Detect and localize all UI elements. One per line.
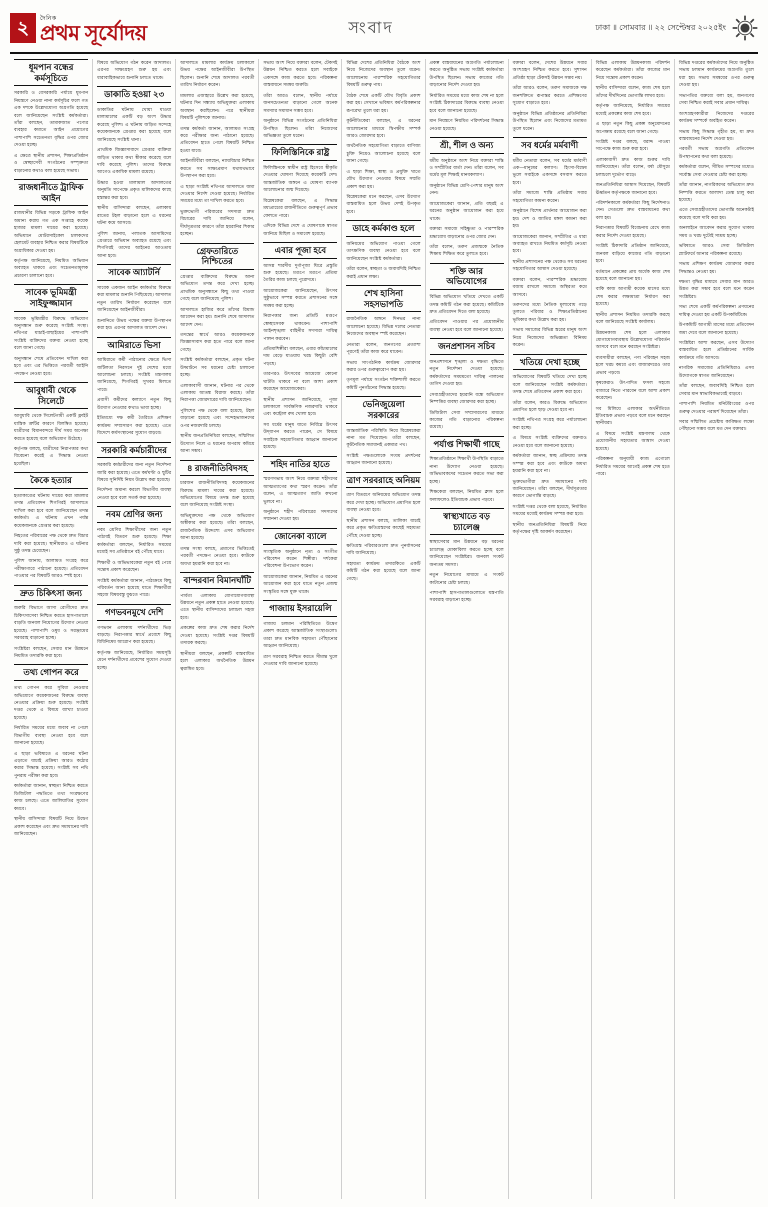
article-paragraph: তথ্য গোপন করে সুবিধা নেওয়ার অভিযোগে কয়েকজনের বিরুদ্ধে ব্যবস্থা নেওয়ার প্রক্রিয়া শুরু হয়েছে। সংশ্লিষ্ট দপ্তর থেকে এ বিষয়ে ব্যাখ্যা চাওয়া হয়েছে।: [14, 685, 89, 720]
article-paragraph: তাঁরা আরও বলেন, স্থানীয় পর্যায়ে জনসচেতনতা বাড়ানো গেলে অনেক সমস্যার সমাধান সম্ভব হবে।: [263, 92, 338, 113]
article-paragraph: আদালতে মামলার কার্যক্রম চলাকালে উভয় পক্ষের আইনজীবীরা উপস্থিত ছিলেন। শুনানি শেষে আদালত পরবর্তী তারিখ নির্ধারণ করেন।: [180, 60, 255, 88]
article-paragraph: সংশ্লিষ্টরা বলছেন, সেবার মান উন্নয়নে নিয়মিত তদারকি করা হবে।: [14, 645, 89, 658]
article-paragraph: তাঁরা আরও বলেন, তরুণ সমাজকে দক্ষ জনশক্তিতে রূপান্তর করতে প্রশিক্ষণের সুযোগ বাড়াতে হবে।: [512, 85, 587, 106]
article-paragraph: শিক্ষার্থী ও অভিভাবকেরা নতুন বই পেয়ে সন্তোষ প্রকাশ করেছেন।: [97, 559, 172, 573]
article-paragraph: আদালতে হাজির করে তাঁদের রিমান্ড আবেদন করা হয়। শুনানি শেষে আদালত আদেশ দেন।: [180, 306, 255, 327]
article-paragraph: অর্থনৈতিক সহযোগিতা বাড়াতে বাণিজ্য চুক্তি নিয়েও আলোচনা হয়েছে বলে জানা গেছে।: [346, 143, 421, 164]
article-paragraph: ক্ষতিগ্রস্ত পরিবারগুলো দ্রুত পুনর্বাসনের দাবি জানিয়েছে।: [346, 543, 421, 556]
article-paragraph: নাগরিক সমাজের প্রতিনিধিরাও এসব উদ্যোগকে স্বাগত জানিয়েছেন।: [678, 365, 754, 378]
article-paragraph: অভিযোগের বিষয়টি খতিয়ে দেখা হচ্ছে বলে জানিয়েছেন সংশ্লিষ্ট কর্মকর্তারা। তদন্ত শেষে প্রতিবেদন প্রকাশ করা হবে।: [512, 374, 587, 395]
article-paragraph: বক্তারা সমাজে সহিষ্ণুতা ও পারস্পরিক শ্রদ্ধাবোধ বাড়ানোর ওপর জোর দেন।: [429, 226, 504, 239]
article-headline[interactable]: সব ধর্মের মর্মবাণী: [513, 137, 587, 154]
article-paragraph: সব ধর্মের মানুষ যাতে নির্বিঘ্নে উৎসব উদ্‌যাপন করতে পারেন, সে বিষয়ে সবাইকে সহযোগিতার আহ্বান জানানো হয়েছে।: [263, 421, 338, 450]
article-paragraph: তাঁরা বলেন, তরুণ প্রজন্মকে নৈতিক শিক্ষায় শিক্ষিত করে তুলতে হবে।: [429, 243, 504, 257]
article-paragraph: আন্তর্জাতিক পরিস্থিতি নিয়ে বিশ্লেষকেরা নানা মত দিয়েছেন। তাঁরা বলছেন, কূটনৈতিক সমাধানই একমাত্র পথ।: [346, 427, 421, 448]
article-paragraph: গ্রেপ্তার ব্যক্তিদের বিরুদ্ধে আনা অভিযোগ তদন্ত করে দেখা হচ্ছে। প্রাথমিক অনুসন্ধানে কিছু তথ্য পাওয়া গেছে বলে জানিয়েছে পুলিশ।: [180, 273, 255, 302]
article-paragraph: সভায় অংশ নিয়ে বক্তারা বলেন, টেকসই উন্নয়ন নিশ্চিত করতে হলে সবাইকে একসঙ্গে কাজ করতে হবে। পরিকল্পনা বাস্তবায়নে সমন্বয় জরুরি।: [263, 60, 338, 88]
article-paragraph: সভায় সমাজের বিভিন্ন স্তরের মানুষ অংশ নিয়ে নিজেদের অভিজ্ঞতা বিনিময় করেন।: [512, 327, 587, 348]
article-headline[interactable]: নবম শ্রেণির জন্য: [97, 506, 171, 523]
article-paragraph: সরকারি ও বেসরকারি পর্যায়ে ধূমপান নিয়ন্ত্রণে নেওয়া নানা কর্মসূচির ফলে গত এক দশকে উল্লেখযোগ্য অগ্রগতি হয়েছে বলে জানিয়েছেন সংশ্লিষ্ট কর্মকর্তারা। তাঁরা বলছেন, তামাকজাত পণ্যের ব্যবহার কমাতে আইন প্রয়োগের পাশাপাশি সচেতনতা বৃদ্ধির ওপর জোর দেওয়া হচ্ছে।: [14, 90, 89, 148]
article-paragraph: আইনজীবীরা বলছেন, ন্যায়বিচার নিশ্চিত করতে সব সাক্ষ্যপ্রমাণ যথাযথভাবে উপস্থাপন করা হবে।: [180, 158, 255, 179]
masthead-left: [10, 13, 147, 44]
article-paragraph: মামলার এজাহারে উল্লেখ করা হয়েছে, ঘটনার দিন সন্ধ্যায় অভিযুক্তরা এলাকায় অবস্থান করছিলেন। পরে স্থানীয়রা বিষয়টি পুলিশকে জানায়।: [180, 92, 255, 121]
article-headline[interactable]: সাবেক আ্যাটর্নি: [97, 264, 171, 281]
article-paragraph: তারপরও উৎসবের আমেজে কোনো ঘাটতি থাকবে না বলে আশা প্রকাশ করেছেন আয়োজকেরা।: [263, 371, 338, 392]
article-paragraph: সাবেক একজন আইন কর্মকর্তার বিরুদ্ধে করা মামলার শুনানি পিছিয়েছে। আদালত নতুন তারিখ নির্ধারণ করেছেন বলে জানিয়েছেন আইনজীবীরা।: [97, 284, 172, 313]
article-paragraph: স্মরণসভায় অংশ নিয়ে বক্তারা শহীদদের আত্মত্যাগের কথা স্মরণ করেন। তাঁরা বলেন, এ আত্মত্যাগ জাতি কখনো ভুলবে না।: [263, 476, 338, 504]
article-paragraph: ত্রাণ বিতরণে অনিয়মের অভিযোগ তদন্ত করে দেখা হচ্ছে। অভিযোগ প্রমাণিত হলে ব্যবস্থা নেওয়া হবে।: [346, 492, 421, 513]
article-headline[interactable]: শক্তি আর অভিযোগের: [430, 263, 504, 290]
article-paragraph: হত্যাকাণ্ডের ঘটনায় দায়ের করা মামলার তদন্ত প্রতিবেদন শিগগিরই আদালতে দাখিল করা হবে বলে জানিয়েছেন তদন্ত কর্মকর্তা। এ ঘটনায় এখন পর্যন্ত কয়েকজনকে গ্রেপ্তার করা হয়েছে।: [14, 492, 89, 528]
article-paragraph: আমিরাতে কর্মী পাঠানোর ক্ষেত্রে ভিসা জটিলতা নিরসনে দুই দেশের মধ্যে আলোচনা চলছে। সংশ্লিষ্ট মন্ত্রণালয় জানিয়েছে, শিগগিরই সুখবর মিলতে পারে।: [97, 357, 172, 392]
article-paragraph: নির্দেশনা অমান্য করলে বিভাগীয় ব্যবস্থা নেওয়া হবে বলে সতর্ক করা হয়েছে।: [97, 487, 172, 500]
article-paragraph: তদন্ত কর্মকর্তা জানান, আলামত সংগ্রহ করে পরীক্ষার জন্য পাঠানো হয়েছে। প্রতিবেদন হাতে পেলে বিষয়টি নিশ্চিত হওয়া যাবে।: [180, 125, 255, 153]
article-headline[interactable]: ত্রাণ সরবরাহে অনিয়ম: [346, 472, 420, 489]
article-paragraph: সব মিলিয়ে এলাকার অর্থনীতিতে ইতিবাচক প্রভাব পড়বে বলে মনে করছেন স্থানীয়রা।: [595, 405, 670, 426]
article-paragraph: ভুক্তভোগী পরিবারের সদস্যরা দ্রুত বিচারের দাবি জানিয়ে বলেন, দীর্ঘসূত্রতার কারণে তাঁরা হয়রানির শিকার হচ্ছেন।: [180, 208, 255, 237]
article-paragraph: সভায় কিছু সিদ্ধান্ত গৃহীত হয়, যা দ্রুত বাস্তবায়নের নির্দেশ দেওয়া হয়।: [678, 128, 754, 141]
article-paragraph: তাঁরা বলেন, স্বচ্ছতা ও জবাবদিহি নিশ্চিত করাই প্রধান লক্ষ্য।: [346, 266, 421, 279]
article-paragraph: ফিলিস্তিনকে স্বাধীন রাষ্ট্র হিসেবে স্বীকৃতি দেওয়ার ঘোষণা দিয়েছে কয়েকটি দেশ। আন্তর্জাতিক অঙ্গনে এ ঘোষণা ব্যাপক আলোচনার জন্ম দিয়েছে।: [263, 165, 338, 193]
news-column: [675, 59, 758, 1199]
article-headline[interactable]: গাজাায় ইসরায়েলি: [263, 600, 337, 617]
article-paragraph: পরবর্তী সভায় অগ্রগতি প্রতিবেদন উপস্থাপনের কথা বলা হয়েছে।: [678, 146, 754, 159]
article-paragraph: কর্মকর্তারা বলেন, সীমিত সম্পদের মধ্যেও সর্বোচ্চ সেবা দেওয়ার চেষ্টা করা হচ্ছে।: [678, 164, 754, 177]
masthead: [10, 8, 758, 54]
article-paragraph: আয়োজকেরা জানান, সম্প্রীতির এ ধারা অব্যাহত রাখতে নিয়মিত কর্মসূচি নেওয়া হবে।: [512, 233, 587, 254]
article-paragraph: সভায় সাংগঠনিক কার্যক্রম জোরদার করার ওপর গুরুত্বারোপ করা হয়।: [346, 359, 421, 372]
article-paragraph: তাঁরা বলেন, কারও বিরুদ্ধে অভিযোগ প্রমাণিত হলে ছাড় দেওয়া হবে না।: [512, 399, 587, 412]
article-paragraph: সংশ্লিষ্ট কর্মকর্তারা জানান, পাঠ্যক্রমে কিছু পরিবর্তন আনা হয়েছে যাতে শিক্ষার্থীরা সহজে বিষয়বস্তু বুঝতে পারে।: [97, 577, 172, 598]
article-paragraph: পাশাপাশি হাসপাতালগুলোতে যন্ত্রপাতি সরবরাহ বাড়ানো হচ্ছে।: [429, 589, 504, 603]
news-column: [10, 59, 93, 1199]
article-paragraph: গণভবন এলাকায় দর্শনার্থীদের ভিড় বাড়ছে। নিরাপত্তার স্বার্থে প্রবেশে কিছু বিধিনিষেধ আরোপ করা হয়েছে।: [97, 624, 172, 645]
article-paragraph: তদন্ত সংস্থা বলছে, প্রমাণের ভিত্তিতেই পরবর্তী পদক্ষেপ নেওয়া হবে। কাউকে অযথা হয়রানি করা হবে না।: [180, 545, 255, 566]
article-paragraph: প্রকল্প বাস্তবায়নের অগ্রগতি পর্যালোচনা করতে অনুষ্ঠিত সভায় সংশ্লিষ্ট কর্মকর্তারা উপস্থিত ছিলেন। সভায় কাজের গতি বাড়ানোর নির্দেশ দেওয়া হয়।: [429, 60, 504, 88]
article-paragraph: সংশ্লিষ্টরা আশা করছেন, এসব উদ্যোগ বাস্তবায়িত হলে প্রতিষ্ঠানের সার্বিক কার্যক্রমে গতি আসবে।: [678, 340, 754, 360]
article-paragraph: তাঁরা সমাজে শান্তি প্রতিষ্ঠায় সবার সহযোগিতা কামনা করেন।: [512, 190, 587, 203]
article-paragraph: ইতিমধ্যে দক্ষ কর্মী তৈরিতে প্রশিক্ষণ কার্যক্রম সম্প্রসারণ করা হয়েছে। এতে বিদেশে কর্মসংস্থানের সুযোগ বাড়বে।: [97, 415, 172, 436]
article-headline[interactable]: কৈকে হত্যার: [14, 472, 88, 489]
article-paragraph: এতে সেবাগ্রহীতাদের ভোগান্তি অনেকটাই কমেছে বলে দাবি করা হয়।: [678, 207, 754, 220]
article-paragraph: সংশ্লিষ্ট দপ্তর বলছে, বরাদ্দ পাওয়া সাপেক্ষে কাজ শুরু করা হবে।: [595, 138, 670, 152]
article-headline[interactable]: গ্রেফতারিতে নিশ্চিতের: [180, 243, 254, 270]
article-paragraph: এদিকে বিভিন্ন দেশে এ ঘোষণাকে স্বাগত জানিয়ে মিছিল ও সমাবেশ হয়েছে।: [263, 223, 338, 236]
article-paragraph: ভবিষ্যতে আরও সেবা ডিজিটাল প্ল্যাটফর্মে আনার পরিকল্পনা রয়েছে।: [678, 243, 754, 256]
article-paragraph: কর্তৃপক্ষ বলছে, যাত্রীদের নিরাপত্তার কথা বিবেচনা করেই এ সিদ্ধান্ত নেওয়া হয়েছিল।: [14, 446, 89, 466]
article-headline[interactable]: ভেনিজুয়েলা সরকারের: [346, 396, 420, 423]
article-paragraph: অনুসন্ধান শেষে প্রতিবেদন দাখিল করা হবে এবং এর ভিত্তিতে পরবর্তী আইনি পদক্ষেপ নেওয়া হবে।: [14, 355, 89, 376]
article-paragraph: এলাকাবাসী দ্রুত কাজ শুরুর দাবি জানিয়েছেন। তাঁরা বলেন, বর্ষা মৌসুমে চলাচলে দুর্ভোগ বাড়ে।: [595, 156, 670, 177]
article-paragraph: এ ক্ষেত্রে স্থানীয় প্রশাসন, শিক্ষাপ্রতিষ্ঠান ও স্বেচ্ছাসেবী সংগঠনের সম্পৃক্ততা বাড়ানোর কথাও বলা হয়েছে সভায়।: [14, 152, 89, 173]
article-paragraph: বিভিন্ন দেশের প্রতিনিধিরা বৈঠকে অংশ নিয়ে নিজেদের অবস্থান তুলে ধরেন। আলোচনায় পারস্পরিক সহযোগিতার বিষয়টি গুরুত্ব পায়।: [346, 60, 421, 88]
article-paragraph: বক্তারা বলেন, দেশের উন্নয়নে সবার অংশগ্রহণ নিশ্চিত করতে হবে। সুশাসন প্রতিষ্ঠা ছাড়া টেকসই উন্নয়ন সম্ভব নয়।: [512, 60, 587, 80]
article-paragraph: স্থানীয়রা বলছেন, প্রকল্পটি বাস্তবায়িত হলে এলাকার অর্থনৈতিক উন্নয়ন ত্বরান্বিত হবে।: [180, 650, 255, 671]
article-paragraph: জনপ্রশাসনে শৃঙ্খলা ও দক্ষতা বৃদ্ধিতে নতুন নির্দেশনা দেওয়া হয়েছে। কর্মকর্তাদের সময়মতো দায়িত্ব পালনের তাগিদ দেওয়া হয়।: [429, 358, 504, 387]
article-headline[interactable]: তথ্য গোপন করে: [14, 664, 88, 681]
brand-kicker: দৈনিক: [40, 15, 57, 22]
article-paragraph: অনুষ্ঠানে শহীদ পরিবারের সদস্যদের সম্মাননা দেওয়া হয়।: [263, 509, 338, 522]
news-column: [426, 59, 509, 1199]
article-paragraph: অভিযুক্তদের পক্ষ থেকে অভিযোগ অস্বীকার করা হয়েছে। তাঁরা বলছেন, রাজনৈতিক উদ্দেশ্যে এসব অভিযোগ আনা হয়েছে।: [180, 512, 255, 541]
article-paragraph: বর্তমানে প্রকল্পের প্রায় অর্ধেক কাজ শেষ হয়েছে বলে জানানো হয়।: [595, 268, 670, 281]
article-paragraph: শুনানিতে উভয় পক্ষের বক্তব্য উপস্থাপন করা হয়। এরপর আদালত আদেশ দেন।: [97, 317, 172, 331]
brand: [40, 13, 147, 44]
article-paragraph: নতুন নিয়োগের মাধ্যমে এ সংকট কাটানোর চেষ্টা চলছে।: [429, 572, 504, 585]
article-paragraph: এ ছাড়া নতুন কিছু প্রকল্প অনুমোদনের অপেক্ষায় রয়েছে বলে জানা গেছে।: [595, 121, 670, 134]
section-title: সংবাদ: [348, 19, 394, 37]
article-headline[interactable]: ডাকাতি হওয়া ২৩: [97, 86, 171, 103]
article-paragraph: ব্যবসায়ীরা বলছেন, পণ্য পরিবহন সহজ হলে খরচ কমবে এবং বাজারদরেও তার প্রভাব পড়বে।: [595, 354, 670, 375]
news-column: [592, 59, 675, 1199]
article-paragraph: সংশ্লিষ্ট দপ্তর থেকে বলা হয়েছে, নির্ধারিত সময়ের মধ্যেই কার্যক্রম সম্পন্ন করা হবে।: [512, 503, 587, 517]
article-paragraph: নিরাপত্তার বিষয়টি বিবেচনায় রেখে কাজ করার নির্দেশ দেওয়া হয়েছে।: [595, 225, 670, 238]
article-paragraph: বৈঠক শেষে একটি যৌথ বিবৃতি প্রকাশ করা হয়। সেখানে ভবিষ্যৎ কর্মপরিকল্পনার রূপরেখা তুলে ধরা হয়।: [346, 92, 421, 113]
page-number-badge: ২: [10, 13, 36, 43]
article-paragraph: আয়োজকেরা জানান, প্রতি বছরই এ ধরনের অনুষ্ঠান আয়োজন করা হয়ে থাকে।: [429, 200, 504, 221]
article-headline[interactable]: বান্দরবান বিমানঘাঁটি: [180, 572, 254, 589]
article-paragraph: বিশ্লেষকেরা বলছেন, এ সিদ্ধান্ত মধ্যপ্রাচ্যের রাজনীতিতে গুরুত্বপূর্ণ প্রভাব ফেলতে পারে।: [263, 197, 338, 218]
article-paragraph: নির্ধারিত সময়ের মধ্যে জবাব না পেলে বিভাগীয় ব্যবস্থা নেওয়া হবে বলে জানানো হয়েছে।: [14, 725, 89, 746]
news-column: [342, 59, 425, 1199]
article-paragraph: উন্নয়নকাজ শেষ হলে এলাকার যোগাযোগব্যবস্থায় উল্লেখযোগ্য পরিবর্তন আসবে বলে মনে করছেন সংশ্লিষ্টরা।: [595, 329, 670, 350]
article-paragraph: প্রকল্পের কাজ দ্রুত শেষ করার নির্দেশ দেওয়া হয়েছে। সংশ্লিষ্ট দপ্তর বিষয়টি তদারক করছে।: [180, 625, 255, 646]
article-paragraph: সংশ্লিষ্ট ঠিকাদারি প্রতিষ্ঠান জানিয়েছে, জনবল বাড়িয়ে কাজের গতি বাড়ানো হবে।: [595, 243, 670, 264]
article-headline[interactable]: শেখ হাসিনা সহসভাপতি: [346, 285, 420, 312]
article-paragraph: সংশ্লিষ্ট পক্ষগুলোকে সংযম প্রদর্শনের আহ্বান জানানো হয়েছে।: [346, 452, 421, 466]
article-paragraph: স্থানীয় বাসিন্দারা বিষয়টি নিয়ে উদ্বেগ প্রকাশ করেছেন এবং দ্রুত সমাধানের দাবি জানিয়েছেন।: [14, 816, 89, 836]
article-paragraph: অনিয়মের অভিযোগ পাওয়া গেলে তাৎক্ষণিক ব্যবস্থা নেওয়া হবে বলে জানিয়েছেন সংশ্লিষ্ট কর্মকর্তারা।: [346, 240, 421, 261]
article-paragraph: অনুষ্ঠানে বিশেষ প্রার্থনার আয়োজন করা হয়। দেশ ও জাতির মঙ্গল কামনা করা হয়।: [512, 208, 587, 229]
article-paragraph: পরিকল্পনা অনুযায়ী কাজ এগোলে নির্ধারিত সময়ের আগেই প্রকল্প শেষ হতে পারে।: [595, 456, 670, 476]
article-paragraph: জরুরি বিভাগে আসা রোগীদের দ্রুত চিকিৎসাসেবা নিশ্চিত করতে হাসপাতালে বাড়তি জনবল নিয়োগের উদ্যোগ নেওয়া হয়েছে। পাশাপাশি ওষুধ ও সরঞ্জামের সরবরাহ বাড়ানো হচ্ছে।: [14, 605, 89, 641]
article-paragraph: সরকারি কর্মচারীদের জন্য নতুন নির্দেশনা জারি করা হয়েছে। এতে কর্মঘণ্টা ও ছুটির বিষয়ে সুনির্দিষ্ট নিয়ম উল্লেখ করা হয়েছে।: [97, 462, 172, 482]
article-paragraph: বাকি কাজ আগামী কয়েক মাসের মধ্যে শেষ করার লক্ষ্যমাত্রা নির্ধারণ করা হয়েছে।: [595, 286, 670, 307]
article-paragraph: নিহতের পরিবারের পক্ষ থেকে দ্রুত বিচার দাবি করা হয়েছে। স্থানীয়রাও এ ঘটনার সুষ্ঠু তদন্ত চেয়েছেন।: [14, 533, 89, 553]
article-paragraph: ডিজিটাল সেবা সম্প্রসারণের মাধ্যমে কাজের গতি বাড়ানোর পরিকল্পনা রয়েছে।: [429, 409, 504, 430]
article-paragraph: স্থানীয় বাসিন্দারা বলছেন, এলাকায় রাতের টহল বাড়ানো হলে এ ধরনের ঘটনা কমে আসবে।: [97, 205, 172, 226]
article-paragraph: এ ছাড়া শিক্ষা, স্বাস্থ্য ও প্রযুক্তি খাতে যৌথ উদ্যোগ নেওয়ার বিষয়ে সম্মতি প্রকাশ করা হয়।: [346, 168, 421, 189]
article-paragraph: রাজধানীর বিভিন্ন সড়কে ট্রাফিক আইন অমান্য করায় গত এক সপ্তাহে কয়েক হাজার মামলা দায়ের করা হয়েছে। অভিযানে মোটরসাইকেল চালকদের হেলমেট ব্যবহার নিশ্চিত করার বিষয়টিকে অগ্রাধিকার দেওয়া হয়।: [14, 210, 89, 253]
article-paragraph: শিক্ষাপ্রতিষ্ঠানে শিক্ষার্থী উপস্থিতি বাড়াতে নানা উদ্যোগ নেওয়া হয়েছে। অভিভাবকদের সচেতন করতে সভা করা হচ্ছে।: [429, 456, 504, 484]
article-paragraph: স্থানীয় প্রশাসন নিয়মিত তদারকি করছে বলে জানিয়েছে সংশ্লিষ্ট কার্যালয়।: [595, 311, 670, 325]
article-paragraph: গাজায় চলমান পরিস্থিতিতে উদ্বেগ প্রকাশ করেছে আন্তর্জাতিক সংস্থাগুলো। তারা দ্রুত মানবিক সহায়তা পৌঁছানোর আহ্বান জানিয়েছে।: [263, 620, 338, 649]
article-headline[interactable]: রাজধানীতে ট্রাফিক আইন: [14, 179, 88, 206]
article-paragraph: আয়োজকেরা জানিয়েছেন, উৎসব সুষ্ঠুভাবে সম্পন্ন করতে প্রশাসনের সঙ্গে সমন্বয় করা হচ্ছে।: [263, 287, 338, 308]
article-paragraph: জনপ্রতিনিধিরা আশ্বাস দিয়েছেন, বিষয়টি ঊর্ধ্বতন কর্তৃপক্ষকে জানানো হবে।: [595, 182, 670, 195]
news-column: [93, 59, 176, 1199]
dateline: ঢাকা ॥ সোমবার ॥ ২২ সেপ্টেম্বর ২০২৫ইং: [595, 22, 726, 32]
article-paragraph: এ ছাড়া সংশ্লিষ্ট নথিপত্র আদালতে জমা দেওয়ার নির্দেশ দেওয়া হয়েছে। নির্ধারিত সময়ের মধ্যে তা দাখিল করতে হবে।: [180, 183, 255, 204]
article-paragraph: ধর্মীয় অনুষ্ঠানে অংশ নিয়ে বক্তারা শান্তি ও সম্প্রীতির বার্তা দেন। তাঁরা বলেন, সব ধর্মের মূল শিক্ষাই মানবকল্যাণ।: [429, 157, 504, 178]
article-paragraph: ত্রাণ সরবরাহ নিশ্চিত করতে সীমান্ত খুলে দেওয়ার দাবি জানানো হয়েছে।: [263, 653, 338, 666]
article-paragraph: সংশ্লিষ্ট নথিপত্র সংগ্রহ করে পর্যালোচনা করা হচ্ছে।: [512, 417, 587, 430]
sunburst-icon: [732, 15, 758, 41]
article-paragraph: বিশ্লেষকেরা মনে করছেন, এসব উদ্যোগ বাস্তবায়িত হলে উভয় দেশই উপকৃত হবে।: [346, 194, 421, 214]
article-paragraph: পুলিশ জানায়, আলামত সংগ্রহ করে পরীক্ষাগারে পাঠানো হয়েছে। প্রতিবেদন পাওয়ার পর বিষয়টি আরও স্পষ্ট হবে।: [14, 558, 89, 579]
article-paragraph: অনুষ্ঠানে বিভিন্ন সংগঠনের প্রতিনিধিরা উপস্থিত ছিলেন। তাঁরা নিজেদের অভিজ্ঞতা তুলে ধরেন।: [263, 118, 338, 138]
article-headline[interactable]: ৪ রাজনীতিবিদসহ: [180, 460, 254, 477]
article-paragraph: তাঁরা বলছেন, জবাবদিহি নিশ্চিত হলে সেবার মান স্বাভাবিকভাবেই বাড়বে।: [678, 383, 754, 396]
article-columns: [10, 59, 758, 1199]
article-paragraph: সাংস্কৃতিক অনুষ্ঠানে নৃত্য ও সংগীত পরিবেশন করেন শিল্পীরা। দর্শকেরা পরিবেশনা উপভোগ করেন।: [263, 548, 338, 569]
news-column: [509, 59, 592, 1199]
article-paragraph: তৃণমূল পর্যায়ে সংগঠন শক্তিশালী করতে কমিটি পুনর্গঠনের সিদ্ধান্ত হয়েছে।: [346, 377, 421, 390]
article-paragraph: প্রবাসী কর্মীদের কল্যাণে নতুন কিছু উদ্যোগ নেওয়ার কথাও ভাবা হচ্ছে।: [97, 397, 172, 410]
article-paragraph: প্রাথমিক জিজ্ঞাসাবাদে গ্রেপ্তার ব্যক্তিরা জড়িত থাকার কথা স্বীকার করেছে বলে দাবি করেছে পুলিশ। তাদের বিরুদ্ধে আগেও একাধিক মামলা রয়েছে।: [97, 147, 172, 175]
article-headline[interactable]: আমিরাতে ভিসা: [97, 337, 171, 354]
article-paragraph: আবুধাবি থেকে সিলেটগামী একটি ফ্লাইট যান্ত্রিক ত্রুটির কারণে বিলম্বিত হয়েছে। যাত্রীদের বিমানবন্দরে দীর্ঘ সময় অপেক্ষা করতে হয়েছে বলে অভিযোগ উঠেছে।: [14, 413, 89, 441]
article-paragraph: শিক্ষকেরা বলছেন, নিয়মিত ক্লাস হলে ফলাফলেও ইতিবাচক প্রভাব পড়বে।: [429, 489, 504, 502]
article-headline[interactable]: জনপ্রশাসন সচিব: [430, 338, 504, 355]
article-paragraph: এ বিষয়ে সংশ্লিষ্ট ব্যক্তিদের বক্তব্যও নেওয়া হবে বলে জানানো হয়েছে।: [512, 435, 587, 448]
article-paragraph: মান নিয়ন্ত্রণে নিয়মিত পরিদর্শনের সিদ্ধান্ত নেওয়া হয়েছে।: [429, 118, 504, 131]
article-paragraph: কর্মকর্তারা জানান, স্বচ্ছতা নিশ্চিত করতে ডিজিটাল পদ্ধতিতে তথ্য সংরক্ষণের কাজ চলছে। এতে জালিয়াতির সুযোগ কমবে।: [14, 783, 89, 811]
article-headline[interactable]: দ্রুত চিকিৎসা জন্য: [14, 585, 88, 602]
article-paragraph: প্রতিবেদন পাওয়ার পর প্রয়োজনীয় ব্যবস্থা নেওয়া হবে বলে জানানো হয়েছে।: [429, 319, 504, 332]
article-paragraph: তদন্তের স্বার্থে আরও কয়েকজনকে জিজ্ঞাসাবাদ করা হতে পারে বলে জানা গেছে।: [180, 331, 255, 352]
article-paragraph: বিভিন্ন অভিযোগ খতিয়ে দেখতে একটি তদন্ত কমিটি গঠন করা হয়েছে। কমিটিকে দ্রুত প্রতিবেদন দিতে বলা হয়েছে।: [429, 294, 504, 314]
article-paragraph: স্থানীয় প্রশাসন জানিয়েছে, পূজা চলাকালে সার্বক্ষণিক নজরদারি থাকবে এবং কন্ট্রোল রুম খোলা হবে।: [263, 396, 338, 417]
article-paragraph: বক্তারা বলেন, পারস্পরিক শ্রদ্ধাবোধ বজায় রাখলে সমাজে অস্থিরতা কমে আসবে।: [512, 276, 587, 297]
article-headline[interactable]: স্বাস্থ্যখাতে বড় চ্যালেঞ্জ: [430, 508, 504, 535]
article-paragraph: সভা শেষে একটি কর্মপরিকল্পনা প্রণয়নের দায়িত্ব দেওয়া হয় একটি উপকমিটিকে।: [678, 304, 754, 317]
article-paragraph: স্থানীয় প্রশাসনের পক্ষ থেকেও সব ধরনের সহযোগিতার আশ্বাস দেওয়া হয়েছে।: [512, 258, 587, 272]
masthead-right: [595, 15, 758, 41]
article-paragraph: নির্ধারিত সময়ের মধ্যে কাজ শেষ না হলে সংশ্লিষ্ট ঠিকাদারের বিরুদ্ধে ব্যবস্থা নেওয়া হবে বলে জানানো হয়েছে।: [429, 92, 504, 113]
article-paragraph: রাজনৈতিক অঙ্গনে দিনভর নানা আলোচনা হয়েছে। বিভিন্ন দলের নেতারা নিজেদের অবস্থান স্পষ্ট করেছেন।: [346, 316, 421, 337]
article-paragraph: নবম শ্রেণির শিক্ষার্থীদের জন্য নতুন পাঠ্যবই বিতরণ শুরু হয়েছে। শিক্ষা কর্মকর্তারা বলছেন, নির্ধারিত সময়ের মধ্যেই সব প্রতিষ্ঠানে বই পৌঁছে যাবে।: [97, 526, 172, 555]
article-headline[interactable]: পর্যাপ্ত শিক্ষার্থী গাছে: [430, 436, 504, 453]
article-headline[interactable]: ধূমপান বন্ধের কর্মসূচিতে: [14, 59, 88, 86]
article-paragraph: অনলাইনে আবেদন করার সুযোগ থাকায় সময় ও খরচ দুটোই সাশ্রয় হচ্ছে।: [678, 225, 754, 238]
article-paragraph: এ বিষয়ে সংশ্লিষ্ট মন্ত্রণালয় থেকে প্রয়োজনীয় সহায়তার আশ্বাস দেওয়া হয়েছে।: [595, 430, 670, 451]
article-paragraph: বিভিন্ন দপ্তরের কর্মকর্তাদের নিয়ে অনুষ্ঠিত সভায় চলমান কার্যক্রমের অগ্রগতি তুলে ধরা হয়। সভায় সমন্বয়ের ওপর গুরুত্ব দেওয়া হয়।: [678, 60, 754, 88]
article-headline[interactable]: শহিদ নাতির হাতে: [263, 456, 337, 473]
article-headline[interactable]: এবার পূজা হবে: [263, 242, 337, 259]
article-paragraph: পুলিশের পক্ষ থেকে বলা হয়েছে, টহল বাড়ানো হয়েছে এবং সন্দেহভাজনদের ওপর নজরদারি চলছে।: [180, 407, 255, 428]
article-paragraph: ডাকাতির ঘটনায় খোয়া যাওয়া মালামালের একটি বড় অংশ উদ্ধার করেছে পুলিশ। এ ঘটনায় জড়িত সন্দেহে কয়েকজনকে গ্রেপ্তার করা হয়েছে বলে জানিয়েছে সংশ্লিষ্ট থানা।: [97, 106, 172, 142]
article-paragraph: উপকমিটি আগামী মাসের মধ্যে প্রতিবেদন জমা দেবে বলে জানানো হয়েছে।: [678, 322, 754, 335]
article-paragraph: সহায়তা কার্যক্রম তদারকিতে একটি কমিটি গঠন করা হয়েছে বলে জানা গেছে।: [346, 560, 421, 581]
article-paragraph: অংশগ্রহণকারীরা নিজেদের দপ্তরের কার্যক্রম সম্পর্কে অবহিত করেন।: [678, 110, 754, 124]
article-paragraph: চারজন রাজনীতিবিদসহ কয়েকজনের বিরুদ্ধে মামলা দায়ের করা হয়েছে। অভিযোগের বিষয়ে তদন্ত শুরু হয়েছে বলে জানিয়েছে সংশ্লিষ্ট সংস্থা।: [180, 480, 255, 508]
article-paragraph: কর্তৃপক্ষ জানিয়েছে, নির্ধারিত সময়সূচি মেনে দর্শনার্থীদের প্রবেশের সুযোগ দেওয়া হচ্ছে।: [97, 649, 172, 670]
news-column: [259, 59, 342, 1199]
article-paragraph: আসন্ন শারদীয় দুর্গাপূজা ঘিরে প্রস্তুতি শুরু হয়েছে। মণ্ডপে মণ্ডপে প্রতিমা তৈরির কাজ চলছে পুরোদমে।: [263, 262, 338, 283]
article-paragraph: বিভিন্ন এলাকায় উন্নয়নকাজ পরিদর্শন করেছেন কর্মকর্তারা। তাঁরা কাজের মান নিয়ে সন্তোষ প্রকাশ করেন।: [595, 60, 670, 80]
news-column: [176, 59, 259, 1199]
article-paragraph: আয়োজকেরা জানান, নিয়মিত এ ধরনের আয়োজন করা হবে যাতে নতুন প্রজন্ম সংস্কৃতির সঙ্গে যুক্ত থাকে।: [263, 573, 338, 594]
article-paragraph: স্বাস্থ্যসেবার মান উন্নয়নে বড় ধরনের চ্যালেঞ্জ মোকাবিলা করতে হচ্ছে বলে জানিয়েছেন সংশ্লিষ্টরা। জনবল সংকট অন্যতম সমস্যা।: [429, 539, 504, 567]
article-headline[interactable]: সরকারি কর্মচারীদের: [97, 442, 171, 459]
article-paragraph: পাশাপাশি নিয়মিত মনিটরিংয়ের ওপর গুরুত্ব দেওয়ার পরামর্শ দিয়েছেন তাঁরা।: [678, 401, 754, 414]
article-paragraph: এলাকাবাসী জানান, ঘটনার পর থেকে এলাকায় আতঙ্ক বিরাজ করছে। তাঁরা নিরাপত্তা জোরদারের দাবি জানিয়েছেন।: [180, 382, 255, 403]
article-headline[interactable]: ফিলিস্তিনিকে রাষ্ট্র: [263, 144, 337, 161]
article-paragraph: ধর্মীয় নেতারা বলেন, সব ধর্মের মর্মবাণী এক—মানুষের কল্যাণ। হিংসা-বিদ্বেষ ভুলে সবাইকে একসঙ্গে বসবাস করতে হবে।: [512, 157, 587, 185]
article-paragraph: সভায় প্রশিক্ষণ কার্যক্রম জোরদার করার সিদ্ধান্তও নেওয়া হয়।: [678, 261, 754, 274]
article-paragraph: সাবেক ভূমিমন্ত্রীর বিরুদ্ধে অভিযোগ অনুসন্ধান শুরু করেছে সংশ্লিষ্ট সংস্থা। নথিপত্র যাচাই-বাছাইয়ের পাশাপাশি সংশ্লিষ্ট ব্যক্তিদের বক্তব্য নেওয়া হচ্ছে বলে জানা গেছে।: [14, 315, 89, 351]
article-paragraph: পার্বত্য এলাকায় যোগাযোগব্যবস্থা উন্নয়নে নতুন প্রকল্প হাতে নেওয়া হয়েছে। এতে স্থানীয় বাসিন্দাদের চলাচল সহজ হবে।: [180, 592, 255, 620]
article-paragraph: বিষয়ে অভিযোগ গঠন করেন আদালত। এরপর সাক্ষ্যগ্রহণ শুরু হয় এবং ধারাবাহিকভাবে শুনানি চলতে থাকে।: [97, 60, 172, 80]
article-paragraph: দক্ষতা বৃদ্ধির মাধ্যমে সেবার মান আরও উন্নত করা সম্ভব হবে বলে মনে করেন সংশ্লিষ্টরা।: [678, 278, 754, 299]
article-headline[interactable]: সাবেক ভূমিমন্ত্রী সাইফুজ্জামান: [14, 284, 88, 311]
article-headline[interactable]: জোনেকা ব্যালে: [263, 528, 337, 545]
brand-title: প্রথম সূর্যোদয়: [40, 21, 147, 45]
article-paragraph: সেবাগ্রহীতাদের হয়রানি বন্ধে অভিযোগ নিষ্পত্তির ব্যবস্থা জোরদার করা হচ্ছে।: [429, 391, 504, 405]
article-headline[interactable]: শ্রী, শীল ও অন্য: [430, 137, 504, 154]
article-headline[interactable]: ডাহে কর্মকাণ্ড হলে: [346, 220, 420, 237]
article-paragraph: তাঁরা জানান, নাগরিকদের অভিযোগ দ্রুত নিষ্পত্তি করতে আলাদা ডেস্ক চালু করা হয়েছে।: [678, 182, 754, 202]
article-headline[interactable]: আবুধাবী থেকে সিলেটে: [14, 382, 88, 409]
article-paragraph: এ ছাড়া ভবিষ্যতে এ ধরনের ঘটনা এড়াতে যাচাই প্রক্রিয়া আরও কঠোর করার সিদ্ধান্ত হয়েছে। সংশ্লিষ্ট সব নথি পুনরায় পরীক্ষা করা হবে।: [14, 750, 89, 778]
article-paragraph: স্থানীয় বাসিন্দারা বলেন, কাজ শেষ হলে তাঁদের দীর্ঘদিনের ভোগান্তি লাঘব হবে।: [595, 85, 670, 98]
article-paragraph: কূটনীতিকেরা বলছেন, এ ধরনের আলোচনার মাধ্যমে দ্বিপক্ষীয় সম্পর্ক আরও জোরদার হবে।: [346, 118, 421, 138]
article-paragraph: নিরাপত্তার জন্য প্রতিটি মণ্ডপে স্বেচ্ছাসেবক থাকবেন। পাশাপাশি আইনশৃঙ্খলা বাহিনীর সদস্যরা দায়িত্ব পালন করবেন।: [263, 313, 338, 341]
article-paragraph: তরুণদের মধ্যে নৈতিক মূল্যবোধ গড়ে তুলতে পরিবার ও শিক্ষাপ্রতিষ্ঠানের ভূমিকার কথা উল্লেখ করা হয়।: [512, 302, 587, 322]
article-paragraph: স্থানীয় জনপ্রতিনিধিরা বলছেন, সম্মিলিত উদ্যোগ নিলে এ ধরনের অপরাধ কমিয়ে আনা সম্ভব।: [180, 433, 255, 454]
article-paragraph: পরিদর্শনকালে কর্মকর্তারা কিছু নির্দেশনাও দেন। সেগুলো দ্রুত বাস্তবায়নের কথা বলা হয়।: [595, 200, 670, 220]
article-paragraph: অনুষ্ঠানে বিভিন্ন প্রতিষ্ঠানের প্রতিনিধিরা উপস্থিত ছিলেন এবং নিজেদের মতামত তুলে ধরেন।: [512, 110, 587, 131]
article-paragraph: স্থানীয় জনপ্রতিনিধিরা বিষয়টি নিয়ে কর্তৃপক্ষের দৃষ্টি আকর্ষণ করেছেন।: [512, 521, 587, 535]
article-paragraph: ভুক্তভোগীরা দ্রুত সমাধানের দাবি জানিয়েছেন। তাঁরা বলছেন, দীর্ঘসূত্রতার কারণে ভোগান্তি বাড়ছে।: [512, 478, 587, 499]
article-headline[interactable]: খতিয়ে দেখা হচ্ছে: [513, 354, 587, 371]
article-paragraph: কর্তৃপক্ষ জানিয়েছে, নিয়মিত অভিযান অব্যাহত থাকবে এবং সচেতনতামূলক প্রচারণা চালানো হবে।: [14, 257, 89, 278]
article-paragraph: সভাপতির বক্তব্যে বলা হয়, জনগণের সেবা নিশ্চিত করাই সবার প্রধান দায়িত্ব।: [678, 92, 754, 106]
article-paragraph: প্রতিমাশিল্পীরা বলছেন, এবার কাঁচামালের দাম বেড়ে যাওয়ায় খরচ কিছুটা বেশি পড়ছে।: [263, 345, 338, 366]
article-paragraph: সংশ্লিষ্ট কর্মকর্তারা বলছেন, প্রকৃত ঘটনা উদ্ঘাটনে সব ধরনের চেষ্টা চালানো হচ্ছে।: [180, 357, 255, 378]
article-paragraph: কর্তৃপক্ষ জানিয়েছে, নির্ধারিত সময়ের মধ্যেই প্রকল্পের কাজ শেষ হবে।: [595, 103, 670, 116]
article-paragraph: নেতারা বলেন, জনগণের প্রত্যাশা পূরণেই তাঁরা কাজ করে যাবেন।: [346, 341, 421, 355]
article-headline[interactable]: গণভবনমুখে দেশি: [97, 604, 171, 621]
article-paragraph: সবার সম্মিলিত প্রচেষ্টায় কাঙ্ক্ষিত লক্ষ্যে পৌঁছানো সম্ভব বলে মত দেন বক্তারা।: [678, 418, 754, 432]
article-paragraph: কৃষকেরাও উৎপাদিত ফসল সহজে বাজারে নিতে পারবেন বলে আশা প্রকাশ করেছেন।: [595, 380, 670, 401]
article-paragraph: অনুষ্ঠানে বিভিন্ন শ্রেণি-পেশার মানুষ অংশ নেন।: [429, 182, 504, 196]
article-paragraph: স্থানীয় প্রশাসন বলছে, তালিকা যাচাই করে প্রকৃত ক্ষতিগ্রস্তদের কাছেই সহায়তা পৌঁছে দেওয়া হচ্ছে।: [346, 517, 421, 538]
article-paragraph: উদ্ধার হওয়া মালামাল আদালতের অনুমতি সাপেক্ষে প্রকৃত মালিকদের কাছে হস্তান্তর করা হবে।: [97, 179, 172, 200]
article-paragraph: কর্মকর্তারা জানান, স্বচ্ছ প্রক্রিয়ায় তদন্ত সম্পন্ন করা হবে এবং কাউকে অযথা হয়রানি করা হবে না।: [512, 453, 587, 474]
article-paragraph: পুলিশ জানায়, পলাতক আসামিদের গ্রেপ্তারে অভিযান অব্যাহত রয়েছে এবং শিগগিরই তাদের আইনের আওতায় আনা হবে।: [97, 230, 172, 258]
